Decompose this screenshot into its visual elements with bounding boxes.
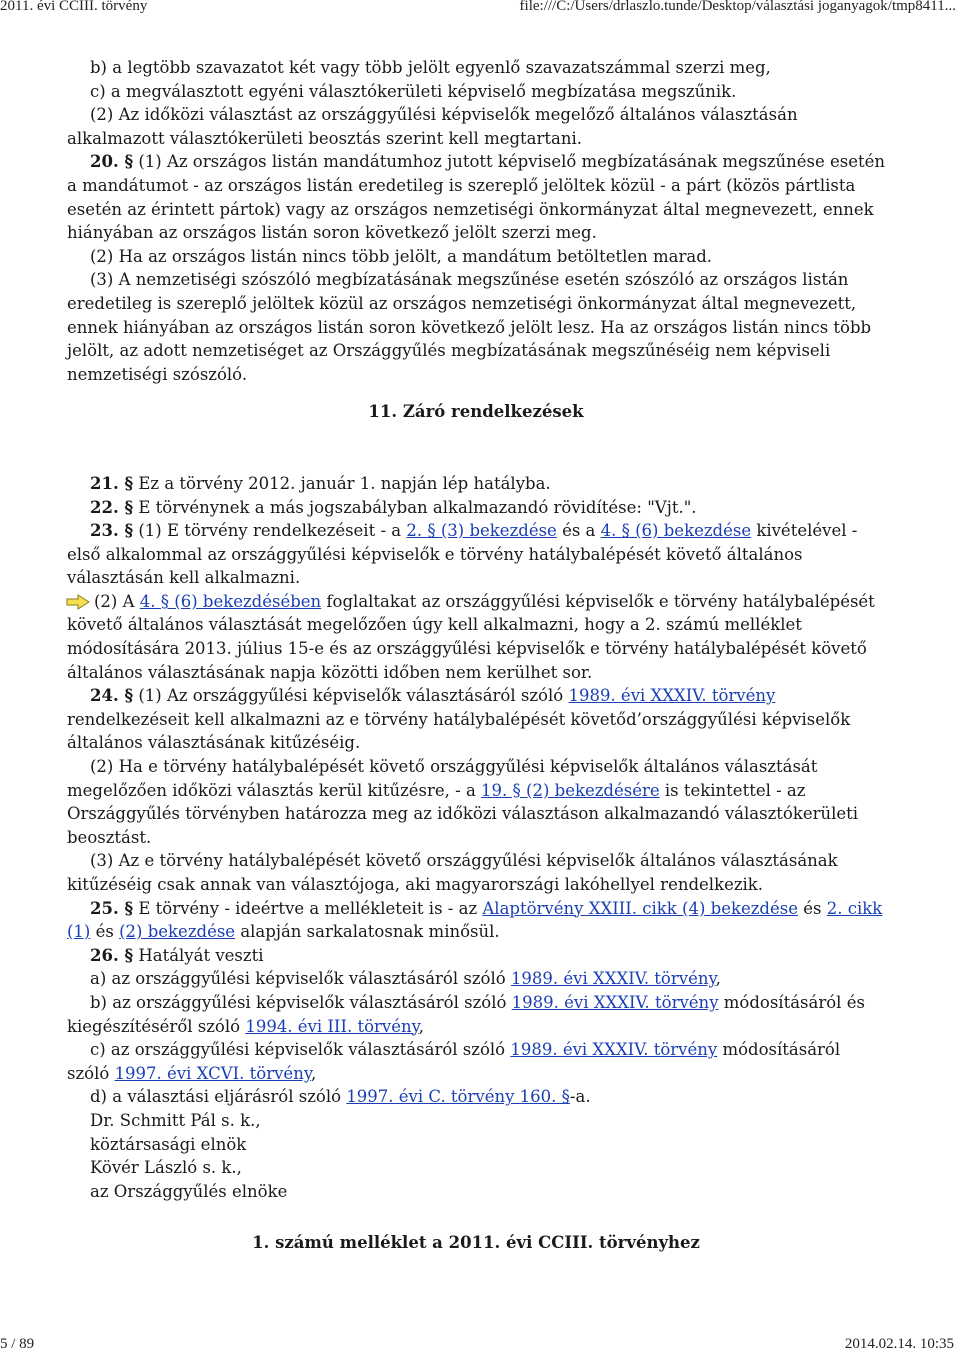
signatory-title: az Országgyűlés elnöke xyxy=(90,1181,288,1201)
paragraph: (2) Ha az országos listán nincs több jelölt, a mandátum betöltetlen marad. xyxy=(90,246,713,266)
paragraph-text: rendelkezéseit kell alkalmazni az e törvény hatálybalépését követőd’országgyűlési képviselők általános választásának kitűzéséig. xyxy=(67,709,851,753)
signatory-name: Kövér László s. k., xyxy=(90,1158,242,1178)
signatory-name: Dr. Schmitt Pál s. k., xyxy=(90,1110,261,1130)
paragraph-text: és xyxy=(90,922,120,942)
paragraph-text: és xyxy=(797,898,827,918)
section-22 xyxy=(67,496,885,520)
browser-print-path: file:///C:/Users/drlaszlo.tunde/Desktop/választási joganyagok/tmp8411... xyxy=(519,0,956,14)
paragraph-text: -a. xyxy=(569,1087,591,1107)
paragraph-text: alapján sarkalatosnak minősül. xyxy=(235,922,500,942)
link-1997-xcvi[interactable]: 1997. évi XCVI. törvény xyxy=(114,1063,311,1083)
link-4-6[interactable]: 4. § (6) bekezdése xyxy=(600,521,752,541)
paragraph-text: kivételével - első alkalommal az országgyűlési képviselők e törvény hatálybalépését követő általános választásán kell alkalmazni. xyxy=(67,521,858,588)
section-number: 23. § xyxy=(90,521,134,541)
list-item xyxy=(67,1038,885,1085)
law-document-body xyxy=(67,56,885,1255)
section-number: 26. § xyxy=(90,945,134,965)
section-23 xyxy=(67,519,885,590)
paragraph-text: (1) Az országos listán mandátumhoz jutott képviselő megbízatásának megszűnése esetén a mandátumot - az országos listán eredetileg is szereplő jelöltek közül - a párt (közös pártlista esetén az érintett pártok) vagy az országos nemzetiségi önkormányzat által megnevezett, ennek hiányában az országos listán soron következő jelölt szerzi meg. xyxy=(67,152,886,243)
paragraph-text: is tekintettel - az Országgyűlés törvényben határozza meg az időközi választáson alkalmazandó választókerületi beosztást. xyxy=(67,780,859,847)
section-number: 22. § xyxy=(90,497,134,517)
paragraph-text: E törvény - ideértve a mellékleteit is - az xyxy=(133,898,483,918)
paragraph: (3) A nemzetiségi szószóló megbízatásának megszűnése esetén szószóló az országos listán eredetileg is szereplő jelöltek közül az országos nemzetiségi önkormányzat által megnevezett, ennek hiányában az országos listán soron következő jelölt lesz. Ha az országos listán nincs több jelölt, az adott nemzetiséget az Országgyűlés megbízatásának megszűnéséig nem képviseli nemzetiségi szószóló. xyxy=(67,270,872,384)
link-1994-iii[interactable]: 1994. évi III. törvény xyxy=(245,1016,419,1036)
section-number: 20. § xyxy=(90,152,134,172)
section-26 xyxy=(67,944,885,968)
paragraph-text: és a xyxy=(556,521,601,541)
paragraph-text: foglaltakat az országgyűlési képviselők e törvény hatálybalépését követő általános választását megelőzően úgy kell alkalmazni, hogy a 2. számú melléklet módosítására 2013. július 15-e és az országgyűlési képviselők e törvény hatálybalépését követő általános választásának napja közötti időben nem kerülhet sor. xyxy=(67,591,875,682)
page-counter: 5 / 89 xyxy=(0,1336,35,1352)
paragraph: (2) Az időközi választást az országgyűlési képviselők megelőző általános választásán alkalmazott választókerületi beosztás szerint kell megtartani. xyxy=(67,105,798,148)
link-1989-xxxiv[interactable]: 1989. évi XXXIV. törvény xyxy=(511,992,719,1012)
link-19-2[interactable]: 19. § (2) bekezdésére xyxy=(481,780,660,800)
section-20 xyxy=(67,150,885,244)
link-1997-c-160[interactable]: 1997. évi C. törvény 160. § xyxy=(346,1087,570,1107)
browser-print-title: 2011. évi CCIII. törvény xyxy=(0,0,148,14)
paragraph: (3) Az e törvény hatálybalépését követő országgyűlési képviselők általános választásának kitűzéséig csak annak van választójoga, aki magyarországi lakóhellyel rendelkezik. xyxy=(67,851,838,894)
paragraph xyxy=(67,590,885,684)
section-number: 24. § xyxy=(90,686,134,706)
section-number: 21. § xyxy=(90,473,134,493)
link-4-6-b[interactable]: 4. § (6) bekezdésében xyxy=(139,591,322,611)
link-1989-xxxiv[interactable]: 1989. évi XXXIV. törvény xyxy=(510,969,716,989)
annex-heading: 1. számú melléklet a 2011. évi CCIII. törvényhez xyxy=(252,1233,700,1253)
list-item xyxy=(67,967,885,991)
paragraph-text: Ez a törvény 2012. január 1. napján lép hatályba. xyxy=(133,473,551,493)
paragraph-text: (1) E törvény rendelkezéseit - a xyxy=(133,521,407,541)
link-2-3[interactable]: 2. § (3) bekezdése xyxy=(406,521,557,541)
signatory-title: köztársasági elnök xyxy=(90,1134,247,1154)
link-2-cikk-1[interactable]: 2. cikk (1) xyxy=(67,898,883,942)
section-21 xyxy=(67,472,885,496)
paragraph-text: , xyxy=(715,969,721,989)
paragraph-text: (2) A xyxy=(94,591,140,611)
paragraph-text: , xyxy=(310,1063,317,1083)
paragraph-text: E törvénynek a más jogszabályban alkalmazandó rövidítése: "Vjt.". xyxy=(133,497,697,517)
paragraph-text: Hatályát veszti xyxy=(133,945,264,965)
paragraph-text: a) az országgyűlési képviselők választásáról szóló xyxy=(90,969,511,989)
link-2-bekezdes[interactable]: (2) bekezdése xyxy=(119,922,236,942)
paragraph-text: c) az országgyűlési képviselők választásáról szóló xyxy=(90,1040,511,1060)
paragraph-text: (2) Ha e törvény hatálybalépését követő országgyűlési képviselők általános választását megelőzően időközi választás kerül kitűzésre, - a xyxy=(67,757,818,800)
paragraph-text: módosításáról szóló xyxy=(67,1040,841,1083)
list-item: c) a megválasztott egyéni választókerületi képviselő megbízatása megszűnik. xyxy=(90,81,737,101)
list-item: b) a legtöbb szavazatot két vagy több jelölt egyenlő szavazatszámmal szerzi meg, xyxy=(90,58,771,77)
link-alaptorveny[interactable]: Alaptörvény XXIII. cikk (4) bekezdése xyxy=(482,898,798,918)
paragraph-text: b) az országgyűlési képviselők választásáról szóló xyxy=(90,992,512,1012)
paragraph-text: d) a választási eljárásról szóló xyxy=(90,1087,347,1107)
list-item xyxy=(67,991,885,1038)
link-1989-xxxiv[interactable]: 1989. évi XXXIV. törvény xyxy=(568,686,776,706)
section-number: 25. § xyxy=(90,898,134,918)
paragraph-text: , xyxy=(418,1016,425,1036)
yellow-right-arrow-icon[interactable] xyxy=(66,594,90,610)
paragraph xyxy=(67,755,885,849)
section-24 xyxy=(67,684,885,755)
chapter-heading: 11. Záró rendelkezések xyxy=(368,402,584,422)
list-item xyxy=(67,1085,885,1109)
link-1989-xxxiv[interactable]: 1989. évi XXXIV. törvény xyxy=(510,1040,718,1060)
section-25 xyxy=(67,897,885,944)
print-datetime: 2014.02.14. 10:35 xyxy=(844,1336,954,1352)
paragraph-text: (1) Az országgyűlési képviselők választásáról szóló xyxy=(133,686,569,706)
paragraph-text: módosításáról és kiegészítéséről szóló xyxy=(67,992,865,1036)
